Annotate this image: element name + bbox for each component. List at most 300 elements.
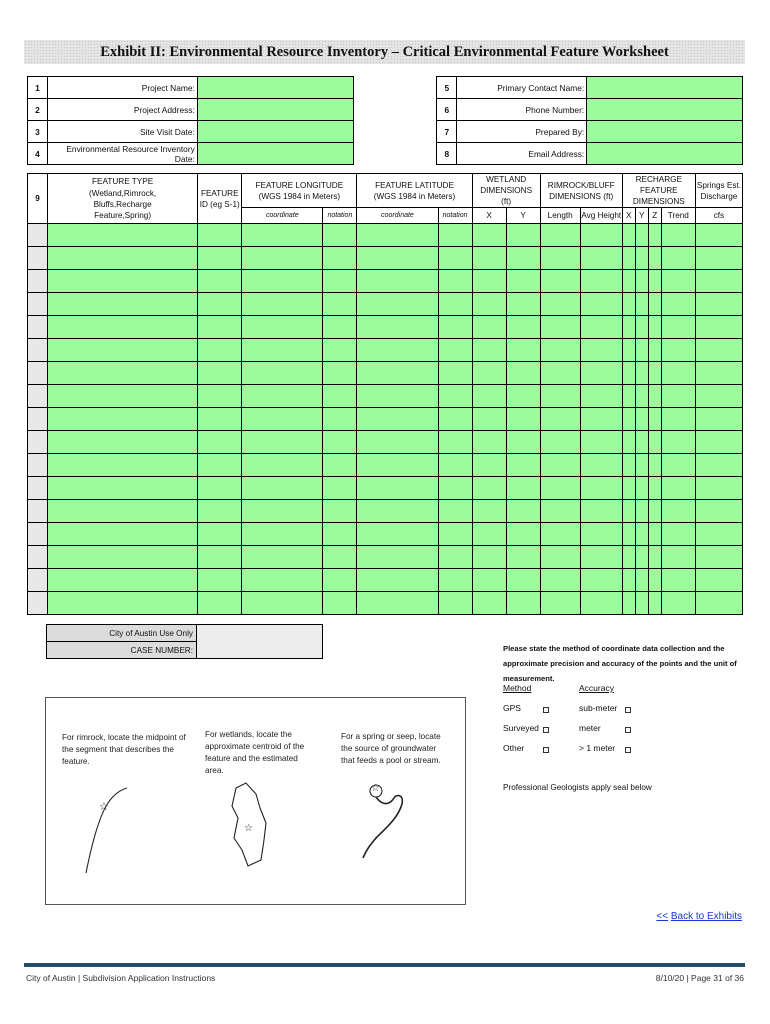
entry-cell[interactable] bbox=[661, 408, 695, 431]
entry-cell[interactable] bbox=[323, 316, 357, 339]
entry-cell[interactable] bbox=[648, 293, 661, 316]
entry-cell[interactable] bbox=[48, 385, 198, 408]
entry-cell[interactable] bbox=[648, 362, 661, 385]
entry-cell[interactable] bbox=[323, 224, 357, 247]
entry-cell[interactable] bbox=[48, 477, 198, 500]
entry-cell[interactable] bbox=[48, 247, 198, 270]
field-number: 8 bbox=[437, 143, 457, 165]
entry-cell[interactable] bbox=[661, 569, 695, 592]
entry-cell[interactable] bbox=[472, 500, 506, 523]
entry-cell[interactable] bbox=[198, 454, 242, 477]
entry-cell[interactable] bbox=[472, 224, 506, 247]
entry-cell[interactable] bbox=[540, 362, 580, 385]
entry-cell[interactable] bbox=[648, 546, 661, 569]
entry-cell[interactable] bbox=[438, 592, 472, 615]
entry-cell[interactable] bbox=[622, 408, 635, 431]
entry-cell[interactable] bbox=[635, 408, 648, 431]
entry-cell[interactable] bbox=[48, 293, 198, 316]
entry-cell[interactable] bbox=[695, 523, 742, 546]
entry-cell[interactable] bbox=[438, 224, 472, 247]
entry-cell[interactable] bbox=[622, 592, 635, 615]
entry-cell[interactable] bbox=[580, 339, 622, 362]
entry-cell[interactable] bbox=[648, 454, 661, 477]
entry-cell[interactable] bbox=[323, 431, 357, 454]
entry-cell[interactable] bbox=[357, 523, 438, 546]
entry-cell[interactable] bbox=[695, 316, 742, 339]
entry-cell[interactable] bbox=[438, 477, 472, 500]
entry-cell[interactable] bbox=[357, 293, 438, 316]
entry-cell[interactable] bbox=[472, 477, 506, 500]
phone-number-field[interactable] bbox=[587, 99, 743, 121]
entry-cell[interactable] bbox=[695, 224, 742, 247]
entry-cell[interactable] bbox=[357, 592, 438, 615]
entry-cell[interactable] bbox=[323, 362, 357, 385]
entry-cell[interactable] bbox=[198, 500, 242, 523]
entry-cell[interactable] bbox=[323, 293, 357, 316]
entry-cell[interactable] bbox=[648, 247, 661, 270]
entry-cell[interactable] bbox=[242, 247, 323, 270]
entry-cell[interactable] bbox=[357, 270, 438, 293]
entry-cell[interactable] bbox=[323, 385, 357, 408]
entry-cell[interactable] bbox=[661, 454, 695, 477]
entry-cell[interactable] bbox=[357, 339, 438, 362]
entry-cell[interactable] bbox=[695, 247, 742, 270]
entry-cell[interactable] bbox=[242, 569, 323, 592]
entry-cell[interactable] bbox=[635, 270, 648, 293]
table-row bbox=[28, 339, 743, 362]
entry-cell[interactable] bbox=[48, 270, 198, 293]
entry-cell[interactable] bbox=[695, 293, 742, 316]
entry-cell[interactable] bbox=[242, 316, 323, 339]
entry-cell[interactable] bbox=[323, 592, 357, 615]
entry-cell[interactable] bbox=[648, 477, 661, 500]
entry-cell[interactable] bbox=[661, 270, 695, 293]
entry-cell[interactable] bbox=[506, 293, 540, 316]
surveyed-checkbox[interactable] bbox=[543, 725, 549, 735]
entry-cell[interactable] bbox=[506, 523, 540, 546]
other-checkbox[interactable] bbox=[543, 745, 549, 755]
rimrock-avg-height-header: Avg Height bbox=[580, 208, 622, 224]
entry-cell[interactable] bbox=[635, 592, 648, 615]
entry-cell[interactable] bbox=[580, 362, 622, 385]
entry-cell[interactable] bbox=[695, 362, 742, 385]
entry-cell[interactable] bbox=[242, 546, 323, 569]
entry-cell[interactable] bbox=[48, 454, 198, 477]
entry-cell[interactable] bbox=[635, 477, 648, 500]
entry-cell[interactable] bbox=[622, 500, 635, 523]
entry-cell[interactable] bbox=[661, 477, 695, 500]
entry-cell[interactable] bbox=[661, 385, 695, 408]
entry-cell[interactable] bbox=[622, 224, 635, 247]
entry-cell[interactable] bbox=[695, 477, 742, 500]
entry-cell[interactable] bbox=[540, 247, 580, 270]
method-instructions: Please state the method of coordinate data collection and the approximate precision and accuracy of the points and the unit of measurement. bbox=[503, 644, 737, 683]
entry-cell[interactable] bbox=[357, 500, 438, 523]
entry-cell[interactable] bbox=[48, 224, 198, 247]
accuracy-sub-meter: sub-meter bbox=[579, 703, 618, 713]
entry-cell[interactable] bbox=[661, 500, 695, 523]
entry-cell[interactable] bbox=[622, 546, 635, 569]
entry-cell[interactable] bbox=[472, 362, 506, 385]
project-name-field[interactable] bbox=[197, 77, 353, 99]
entry-cell[interactable] bbox=[661, 316, 695, 339]
entry-cell[interactable] bbox=[198, 592, 242, 615]
entry-cell[interactable] bbox=[506, 362, 540, 385]
entry-cell[interactable] bbox=[242, 385, 323, 408]
entry-cell[interactable] bbox=[357, 408, 438, 431]
prepared-by-field[interactable] bbox=[587, 121, 743, 143]
latitude-coordinate-header: coordinate bbox=[357, 208, 438, 224]
entry-cell[interactable] bbox=[198, 339, 242, 362]
entry-cell[interactable] bbox=[540, 592, 580, 615]
entry-cell[interactable] bbox=[622, 569, 635, 592]
entry-cell[interactable] bbox=[323, 569, 357, 592]
table-row bbox=[28, 431, 743, 454]
latitude-header: FEATURE LATITUDE (WGS 1984 in Meters) bbox=[357, 174, 472, 208]
entry-cell[interactable] bbox=[357, 385, 438, 408]
entry-cell[interactable] bbox=[438, 546, 472, 569]
entry-cell[interactable] bbox=[540, 431, 580, 454]
entry-cell[interactable] bbox=[506, 224, 540, 247]
email-address-field[interactable] bbox=[587, 143, 743, 165]
case-number-field[interactable] bbox=[197, 625, 323, 659]
entry-cell[interactable] bbox=[357, 224, 438, 247]
entry-cell[interactable] bbox=[48, 569, 198, 592]
entry-cell[interactable] bbox=[622, 247, 635, 270]
entry-cell[interactable] bbox=[695, 270, 742, 293]
entry-cell[interactable] bbox=[635, 293, 648, 316]
entry-cell[interactable] bbox=[48, 523, 198, 546]
entry-cell[interactable] bbox=[580, 569, 622, 592]
entry-cell[interactable] bbox=[242, 431, 323, 454]
entry-cell[interactable] bbox=[48, 500, 198, 523]
entry-cell[interactable] bbox=[580, 247, 622, 270]
entry-cell[interactable] bbox=[242, 592, 323, 615]
entry-cell[interactable] bbox=[580, 270, 622, 293]
entry-cell[interactable] bbox=[472, 408, 506, 431]
entry-cell[interactable] bbox=[506, 546, 540, 569]
entry-cell[interactable] bbox=[198, 477, 242, 500]
entry-cell[interactable] bbox=[695, 408, 742, 431]
entry-cell[interactable] bbox=[695, 339, 742, 362]
entry-cell[interactable] bbox=[506, 454, 540, 477]
entry-cell[interactable] bbox=[635, 247, 648, 270]
entry-cell[interactable] bbox=[648, 431, 661, 454]
entry-cell[interactable] bbox=[635, 454, 648, 477]
entry-cell[interactable] bbox=[357, 362, 438, 385]
entry-cell[interactable] bbox=[48, 362, 198, 385]
entry-cell[interactable] bbox=[648, 408, 661, 431]
gps-checkbox[interactable] bbox=[543, 705, 549, 715]
entry-cell[interactable] bbox=[198, 270, 242, 293]
entry-cell[interactable] bbox=[635, 569, 648, 592]
entry-cell[interactable] bbox=[635, 339, 648, 362]
entry-cell[interactable] bbox=[540, 339, 580, 362]
entry-cell[interactable] bbox=[357, 247, 438, 270]
entry-cell[interactable] bbox=[580, 454, 622, 477]
entry-cell[interactable] bbox=[198, 247, 242, 270]
entry-cell[interactable] bbox=[580, 293, 622, 316]
entry-cell[interactable] bbox=[648, 224, 661, 247]
entry-cell[interactable] bbox=[580, 500, 622, 523]
entry-cell[interactable] bbox=[438, 569, 472, 592]
entry-cell[interactable] bbox=[540, 454, 580, 477]
entry-cell[interactable] bbox=[540, 569, 580, 592]
entry-cell[interactable] bbox=[695, 454, 742, 477]
entry-cell[interactable] bbox=[438, 385, 472, 408]
entry-cell[interactable] bbox=[472, 385, 506, 408]
project-info-table bbox=[27, 76, 743, 165]
entry-cell[interactable] bbox=[357, 477, 438, 500]
entry-cell[interactable] bbox=[198, 316, 242, 339]
entry-cell[interactable] bbox=[580, 224, 622, 247]
entry-cell[interactable] bbox=[438, 316, 472, 339]
entry-cell[interactable] bbox=[323, 408, 357, 431]
entry-cell[interactable] bbox=[242, 270, 323, 293]
rimrock-star-icon: ☆ bbox=[99, 800, 109, 813]
entry-cell[interactable] bbox=[635, 362, 648, 385]
city-use-label: City of Austin Use Only bbox=[47, 625, 197, 642]
rimrock-length-header: Length bbox=[540, 208, 580, 224]
entry-cell[interactable] bbox=[580, 523, 622, 546]
entry-cell[interactable] bbox=[323, 477, 357, 500]
entry-cell[interactable] bbox=[648, 500, 661, 523]
project-address-field[interactable] bbox=[197, 99, 353, 121]
entry-cell[interactable] bbox=[540, 224, 580, 247]
entry-cell[interactable] bbox=[661, 247, 695, 270]
entry-cell[interactable] bbox=[323, 523, 357, 546]
entry-cell[interactable] bbox=[48, 408, 198, 431]
entry-cell[interactable] bbox=[506, 316, 540, 339]
entry-cell[interactable] bbox=[438, 454, 472, 477]
entry-cell[interactable] bbox=[635, 431, 648, 454]
entry-cell[interactable] bbox=[438, 270, 472, 293]
entry-cell[interactable] bbox=[242, 339, 323, 362]
geologist-seal-note: Professional Geologists apply seal below bbox=[503, 783, 652, 792]
entry-cell[interactable] bbox=[695, 546, 742, 569]
entry-cell[interactable] bbox=[357, 316, 438, 339]
entry-cell[interactable] bbox=[242, 454, 323, 477]
entry-cell[interactable] bbox=[540, 385, 580, 408]
entry-cell[interactable] bbox=[661, 224, 695, 247]
entry-cell[interactable] bbox=[540, 477, 580, 500]
entry-cell[interactable] bbox=[48, 546, 198, 569]
entry-cell[interactable] bbox=[506, 408, 540, 431]
entry-cell[interactable] bbox=[438, 500, 472, 523]
table-row bbox=[28, 569, 743, 592]
entry-cell[interactable] bbox=[648, 316, 661, 339]
entry-cell[interactable] bbox=[323, 500, 357, 523]
entry-cell[interactable] bbox=[635, 500, 648, 523]
entry-cell[interactable] bbox=[506, 270, 540, 293]
entry-cell[interactable] bbox=[661, 339, 695, 362]
entry-cell[interactable] bbox=[695, 569, 742, 592]
entry-cell[interactable] bbox=[198, 362, 242, 385]
entry-cell[interactable] bbox=[661, 592, 695, 615]
meter-checkbox[interactable] bbox=[625, 725, 631, 735]
entry-cell[interactable] bbox=[661, 362, 695, 385]
entry-cell[interactable] bbox=[540, 293, 580, 316]
recharge-header: RECHARGE FEATURE DIMENSIONS bbox=[622, 174, 695, 208]
entry-cell[interactable] bbox=[242, 408, 323, 431]
entry-cell[interactable] bbox=[472, 546, 506, 569]
sub-meter-checkbox[interactable] bbox=[625, 705, 631, 715]
recharge-y-header: Y bbox=[635, 208, 648, 224]
entry-cell[interactable] bbox=[323, 454, 357, 477]
entry-cell[interactable] bbox=[648, 270, 661, 293]
entry-cell[interactable] bbox=[540, 546, 580, 569]
entry-cell[interactable] bbox=[695, 592, 742, 615]
entry-cell[interactable] bbox=[622, 431, 635, 454]
entry-cell[interactable] bbox=[580, 431, 622, 454]
entry-cell[interactable] bbox=[506, 500, 540, 523]
entry-cell[interactable] bbox=[580, 546, 622, 569]
entry-cell[interactable] bbox=[695, 431, 742, 454]
entry-cell[interactable] bbox=[472, 569, 506, 592]
entry-cell[interactable] bbox=[580, 592, 622, 615]
entry-cell[interactable] bbox=[661, 546, 695, 569]
entry-cell[interactable] bbox=[540, 270, 580, 293]
accuracy-meter: meter bbox=[579, 723, 601, 733]
entry-cell[interactable] bbox=[438, 408, 472, 431]
entry-cell[interactable] bbox=[648, 523, 661, 546]
entry-cell[interactable] bbox=[198, 569, 242, 592]
entry-cell[interactable] bbox=[622, 270, 635, 293]
row-marker bbox=[28, 385, 48, 408]
entry-cell[interactable] bbox=[357, 431, 438, 454]
rimrock-note: For rimrock, locate the midpoint of the segment that describes the feature. bbox=[62, 733, 186, 766]
entry-cell[interactable] bbox=[198, 385, 242, 408]
entry-cell[interactable] bbox=[198, 546, 242, 569]
entry-cell[interactable] bbox=[648, 339, 661, 362]
entry-cell[interactable] bbox=[472, 454, 506, 477]
entry-cell[interactable] bbox=[540, 500, 580, 523]
entry-cell[interactable] bbox=[48, 339, 198, 362]
entry-cell[interactable] bbox=[48, 316, 198, 339]
entry-cell[interactable] bbox=[635, 546, 648, 569]
entry-cell[interactable] bbox=[506, 477, 540, 500]
row-marker bbox=[28, 546, 48, 569]
entry-cell[interactable] bbox=[472, 316, 506, 339]
entry-cell[interactable] bbox=[580, 408, 622, 431]
entry-cell[interactable] bbox=[472, 523, 506, 546]
entry-cell[interactable] bbox=[622, 316, 635, 339]
feature-type-header: FEATURE TYPE (Wetland,Rimrock, Bluffs,Recharge Feature,Spring) bbox=[48, 174, 198, 224]
entry-cell[interactable] bbox=[506, 247, 540, 270]
entry-cell[interactable] bbox=[622, 362, 635, 385]
entry-cell[interactable] bbox=[472, 592, 506, 615]
entry-cell[interactable] bbox=[472, 270, 506, 293]
entry-cell[interactable] bbox=[438, 293, 472, 316]
entry-cell[interactable] bbox=[242, 477, 323, 500]
method-other: Other bbox=[503, 743, 525, 753]
entry-cell[interactable] bbox=[323, 546, 357, 569]
entry-cell[interactable] bbox=[580, 477, 622, 500]
entry-cell[interactable] bbox=[661, 293, 695, 316]
entry-cell[interactable] bbox=[48, 431, 198, 454]
entry-cell[interactable] bbox=[472, 339, 506, 362]
entry-cell[interactable] bbox=[506, 385, 540, 408]
entry-cell[interactable] bbox=[472, 247, 506, 270]
entry-cell[interactable] bbox=[472, 293, 506, 316]
entry-cell[interactable] bbox=[661, 523, 695, 546]
entry-cell[interactable] bbox=[506, 592, 540, 615]
entry-cell[interactable] bbox=[622, 523, 635, 546]
entry-cell[interactable] bbox=[357, 454, 438, 477]
entry-cell[interactable] bbox=[540, 408, 580, 431]
field-number: 4 bbox=[28, 143, 48, 165]
entry-cell[interactable] bbox=[438, 362, 472, 385]
entry-cell[interactable] bbox=[438, 247, 472, 270]
entry-cell[interactable] bbox=[622, 339, 635, 362]
entry-cell[interactable] bbox=[635, 523, 648, 546]
entry-cell[interactable] bbox=[648, 569, 661, 592]
row-marker bbox=[28, 339, 48, 362]
wetland-star-icon: ☆ bbox=[244, 823, 253, 834]
entry-cell[interactable] bbox=[648, 592, 661, 615]
entry-cell[interactable] bbox=[198, 431, 242, 454]
entry-cell[interactable] bbox=[540, 316, 580, 339]
entry-cell[interactable] bbox=[438, 339, 472, 362]
entry-cell[interactable] bbox=[198, 408, 242, 431]
entry-cell[interactable] bbox=[242, 523, 323, 546]
entry-cell[interactable] bbox=[472, 431, 506, 454]
primary-contact-field[interactable] bbox=[587, 77, 743, 99]
entry-cell[interactable] bbox=[648, 385, 661, 408]
entry-cell[interactable] bbox=[661, 431, 695, 454]
rimrock-header: RIMROCK/BLUFF DIMENSIONS (ft) bbox=[540, 174, 622, 208]
back-to-exhibits-link[interactable] bbox=[656, 911, 742, 922]
entry-cell[interactable] bbox=[438, 431, 472, 454]
entry-cell[interactable] bbox=[580, 316, 622, 339]
entry-cell[interactable] bbox=[635, 385, 648, 408]
entry-cell[interactable] bbox=[357, 569, 438, 592]
entry-cell[interactable] bbox=[357, 546, 438, 569]
entry-cell[interactable] bbox=[242, 500, 323, 523]
entry-cell[interactable] bbox=[540, 523, 580, 546]
entry-cell[interactable] bbox=[242, 362, 323, 385]
footer-page-number: 8/10/20 | Page 31 of 36 bbox=[655, 973, 744, 983]
entry-cell[interactable] bbox=[506, 431, 540, 454]
project-name-label: Project Name: bbox=[47, 77, 197, 99]
entry-cell[interactable] bbox=[506, 339, 540, 362]
entry-cell[interactable] bbox=[695, 500, 742, 523]
site-visit-date-field[interactable] bbox=[197, 121, 353, 143]
entry-cell[interactable] bbox=[242, 293, 323, 316]
entry-cell[interactable] bbox=[622, 293, 635, 316]
over-meter-checkbox[interactable] bbox=[625, 745, 631, 755]
entry-cell[interactable] bbox=[323, 339, 357, 362]
entry-cell[interactable] bbox=[580, 385, 622, 408]
entry-cell[interactable] bbox=[622, 385, 635, 408]
entry-cell[interactable] bbox=[635, 316, 648, 339]
entry-cell[interactable] bbox=[198, 523, 242, 546]
entry-cell[interactable] bbox=[48, 592, 198, 615]
entry-cell[interactable] bbox=[695, 385, 742, 408]
entry-cell[interactable] bbox=[323, 247, 357, 270]
entry-cell[interactable] bbox=[198, 293, 242, 316]
entry-cell[interactable] bbox=[622, 477, 635, 500]
entry-cell[interactable] bbox=[622, 454, 635, 477]
entry-cell[interactable] bbox=[242, 224, 323, 247]
spring-note: For a spring or seep, locate the source of groundwater that feeds a pool or stream. bbox=[341, 732, 441, 765]
entry-cell[interactable] bbox=[323, 270, 357, 293]
entry-cell[interactable] bbox=[198, 224, 242, 247]
entry-cell[interactable] bbox=[635, 224, 648, 247]
entry-cell[interactable] bbox=[438, 523, 472, 546]
inventory-date-field[interactable] bbox=[197, 143, 353, 165]
entry-cell[interactable] bbox=[506, 569, 540, 592]
